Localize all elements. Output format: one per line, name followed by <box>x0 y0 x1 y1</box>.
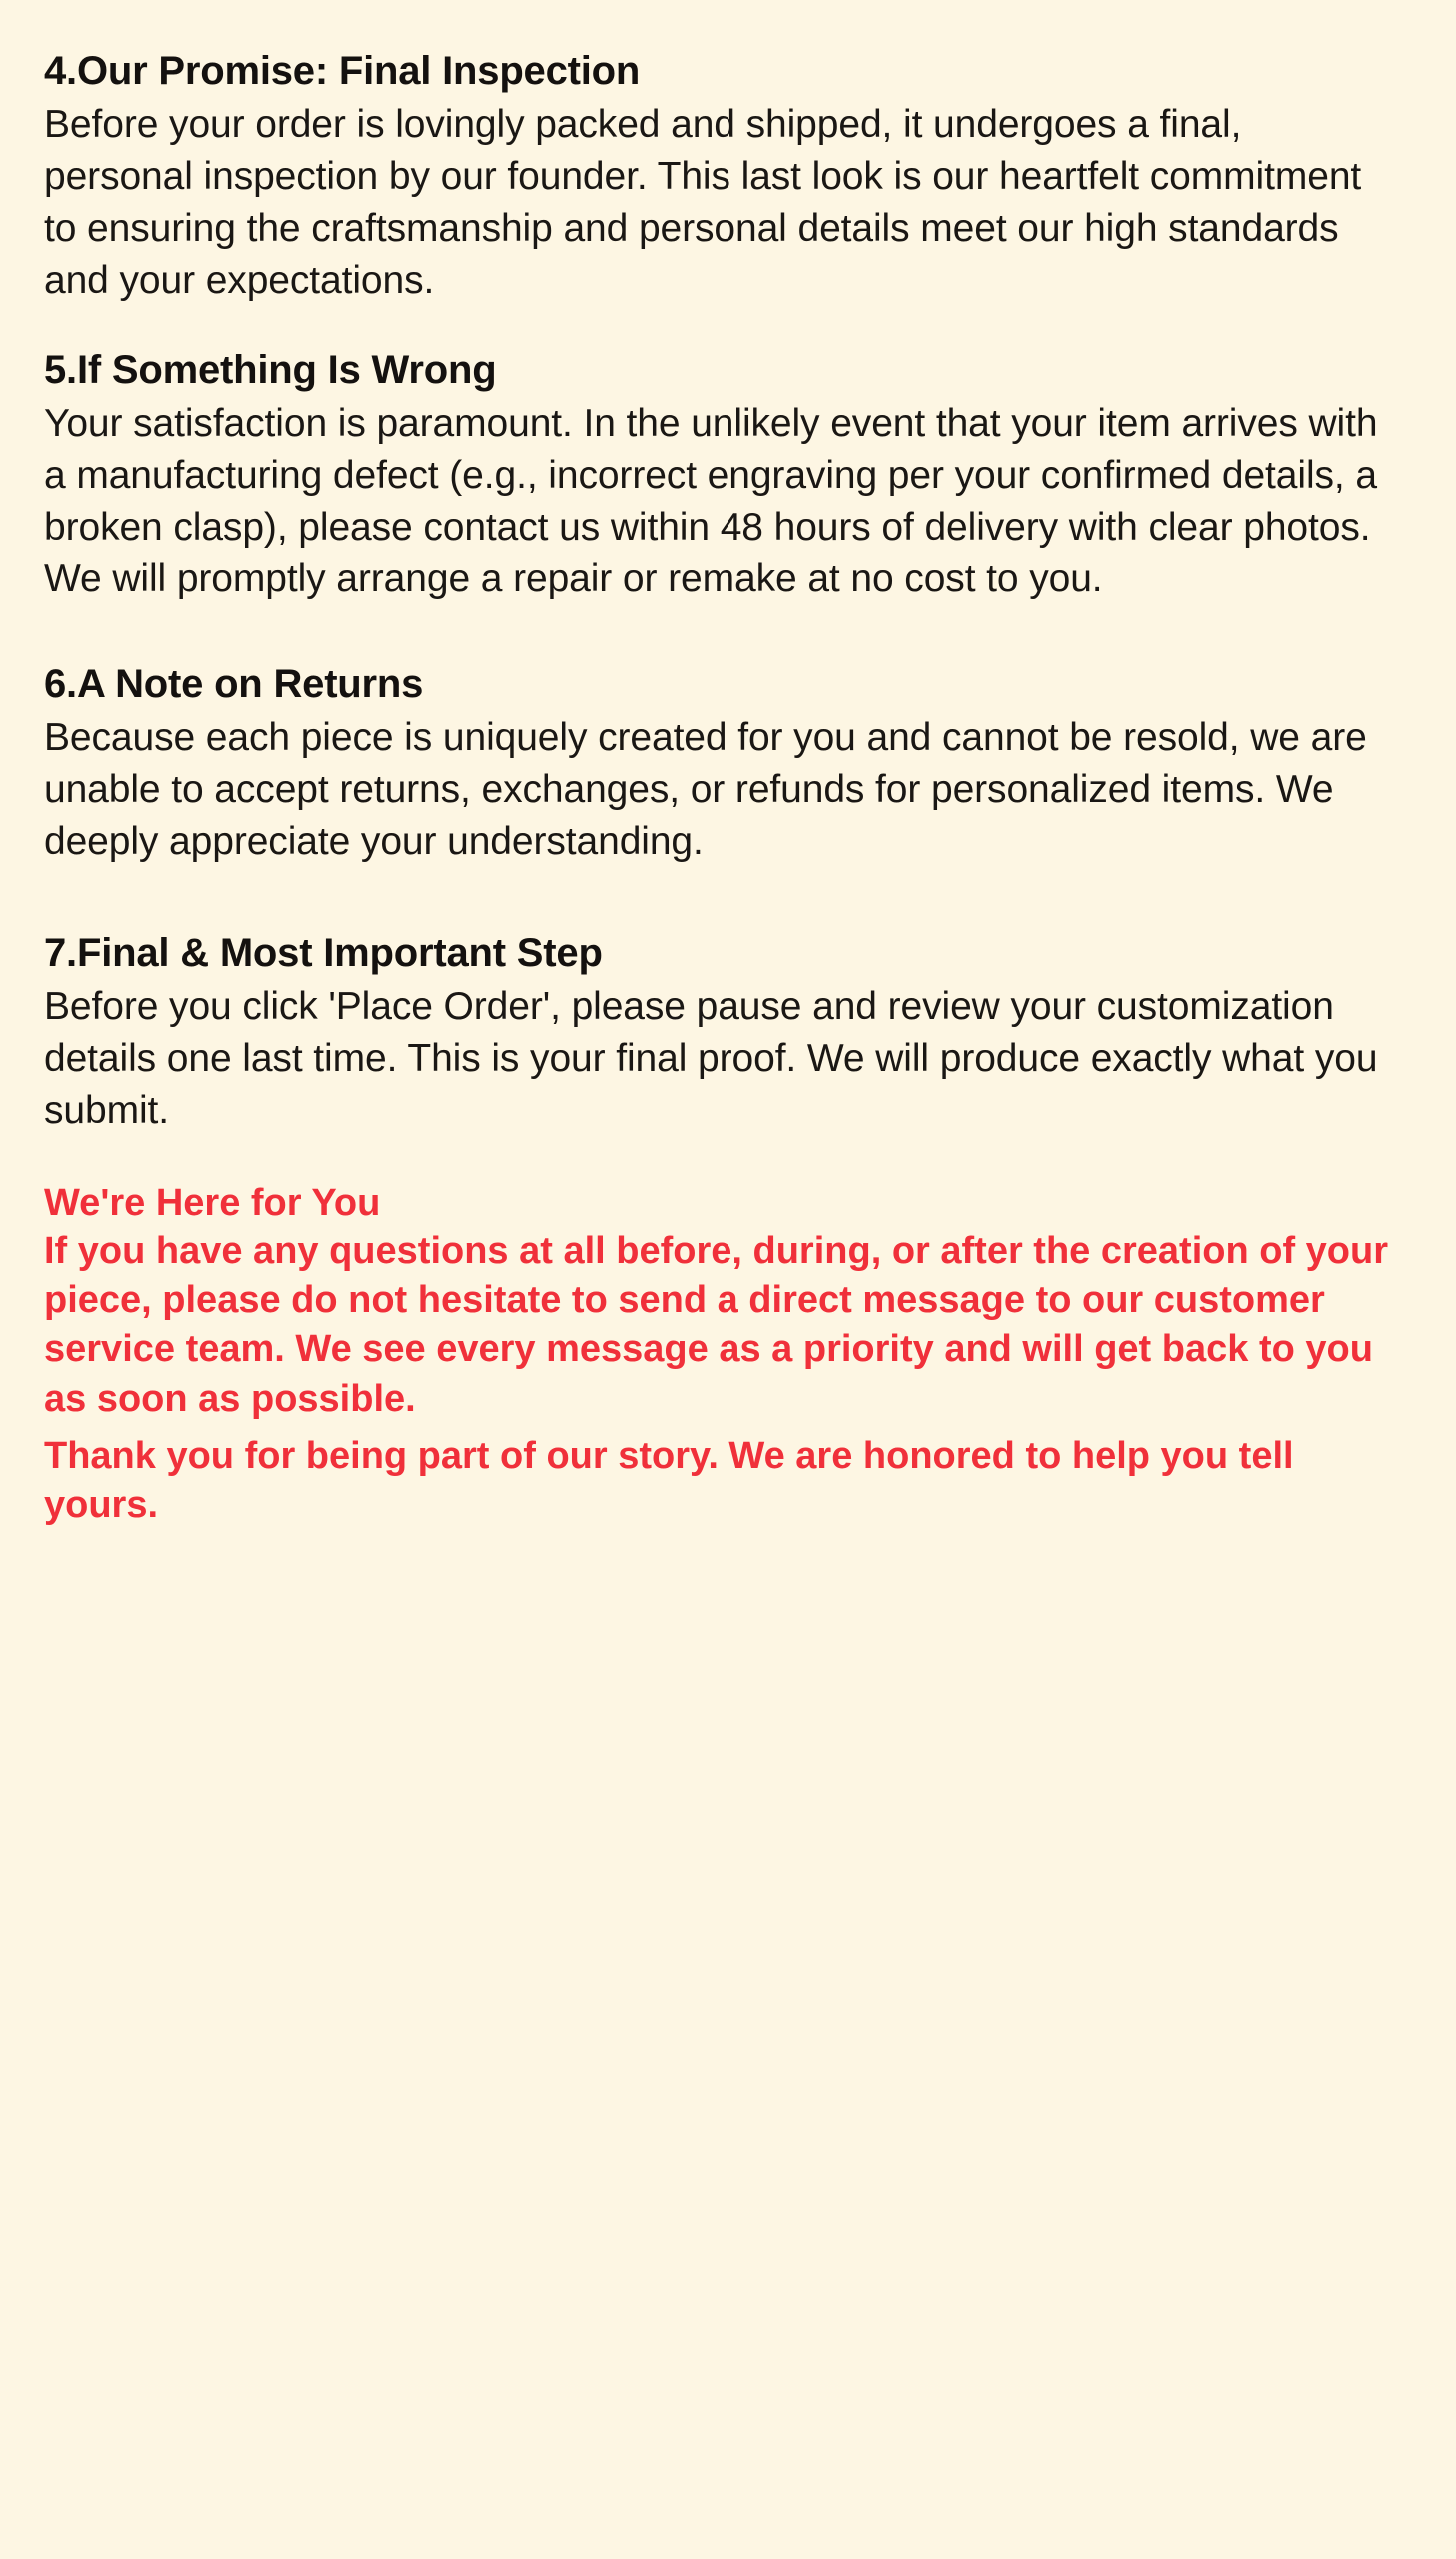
section-heading: 7.Final & Most Important Step <box>44 931 603 976</box>
section-body: Before you click 'Place Order', please pause and review your customization details one last time. This is your final proof. We will produce exactly what you submit. <box>44 985 1378 1132</box>
section-heading: 4.Our Promise: Final Inspection <box>44 49 641 93</box>
section-if-something-is-wrong <box>44 347 1398 606</box>
section-body: Because each piece is uniquely created for you and cannot be resold, we are unable to accept returns, exchanges, or refunds for personalized items. We deeply appreciate your understanding. <box>44 716 1367 864</box>
closing-heading: We're Here for You <box>44 1181 381 1224</box>
section-final-step <box>44 930 1398 1137</box>
section-note-on-returns <box>44 661 1398 868</box>
section-body: Your satisfaction is paramount. In the unlikely event that your item arrives with a manufacturing defect (e.g., incorrect engraving per your confirmed details, a broken clasp), please contact us within 48 hours of delivery with clear photos. We will promptly arrange a repair or remake at no cost to you. <box>44 401 1378 601</box>
section-heading: 6.A Note on Returns <box>44 662 424 707</box>
section-heading: 5.If Something Is Wrong <box>44 347 497 392</box>
closing-body: If you have any questions at all before, during, or after the creation of your piece, please do not hesitate to send a direct message to our customer service team. We see every message as a priority and will get back to you as soon as possible. <box>44 1230 1389 1420</box>
section-body: Before your order is lovingly packed and shipped, it undergoes a final, personal inspection by our founder. This last look is our heartfelt commitment to ensuring the craftsmanship and personal details meet our high standards and your expectations. <box>44 103 1362 302</box>
section-final-inspection <box>44 48 1398 307</box>
closing-thanks: Thank you for being part of our story. We are honored to help you tell yours. <box>44 1434 1294 1527</box>
closing-block <box>44 1179 1398 1531</box>
